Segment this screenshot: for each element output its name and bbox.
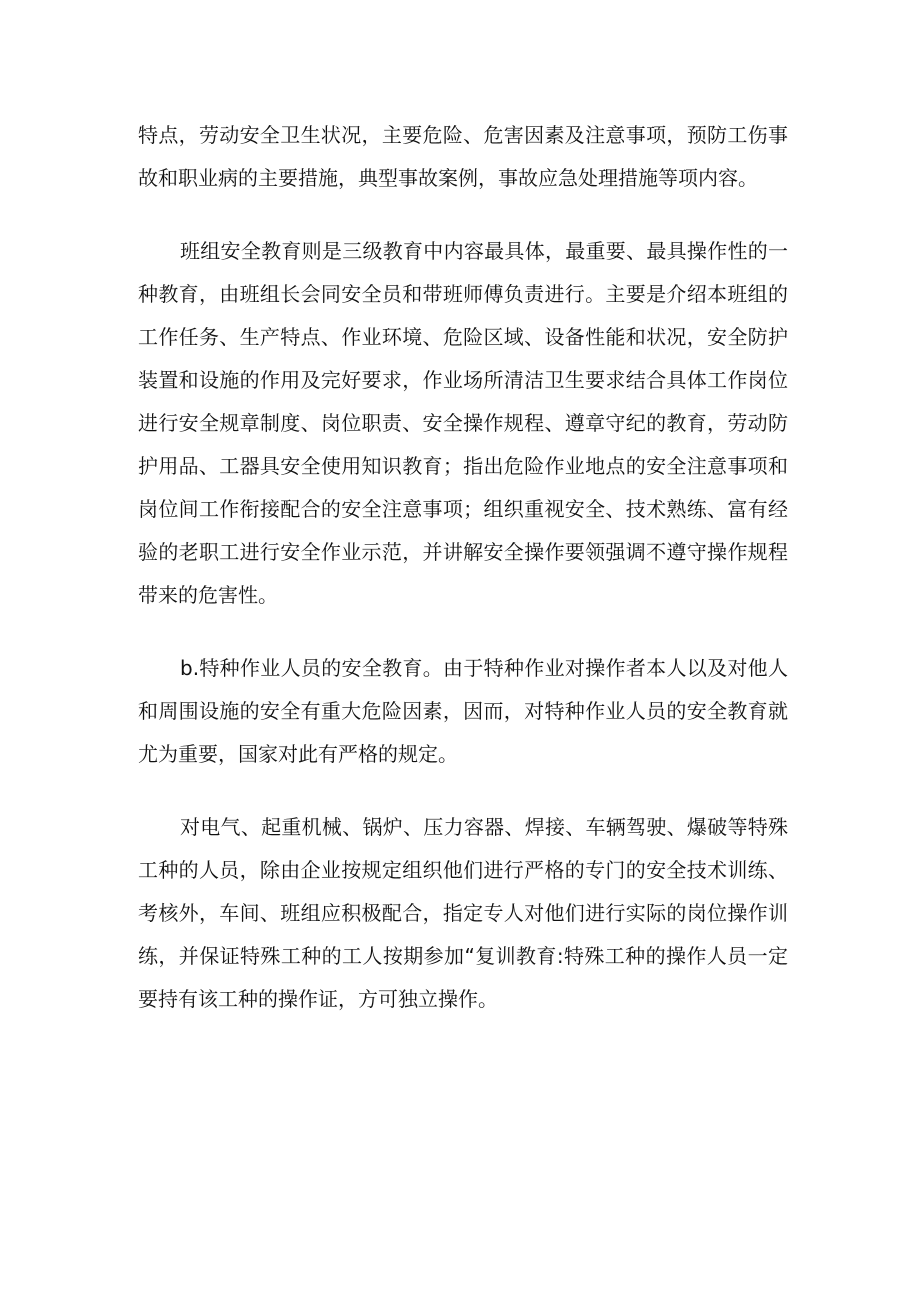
text-line: 和周围设施的安全有重大危险因素，因而，对特种作业人员的安全教育就 bbox=[138, 699, 788, 723]
text-line: 特点，劳动安全卫生状况，主要危险、危害因素及注意事项，预防工伤事 bbox=[138, 123, 788, 147]
paragraph-2 bbox=[138, 230, 788, 617]
text-line: 练，并保证特殊工种的工人按期参加“复训教育:特殊工种的操作人员一定 bbox=[138, 944, 788, 968]
text-line: 进行安全规章制度、岗位职责、安全操作规程、遵章守纪的教育，劳动防 bbox=[138, 411, 788, 435]
body-text bbox=[138, 114, 788, 1041]
text-line: 故和职业病的主要措施，典型事故案例，事故应急处理措施等项内容。 bbox=[138, 166, 758, 190]
text-line: 要持有该工种的操作证，方可独立操作。 bbox=[138, 987, 498, 1011]
text-line: 护用品、工器具安全使用知识教育；指出危险作业地点的安全注意事项和 bbox=[138, 454, 788, 478]
text-line: 验的老职工进行安全作业示范，并讲解安全操作要领强调不遵守操作规程 bbox=[138, 540, 788, 564]
text-line: 工种的人员，除由企业按规定组织他们进行严格的专门的安全技术训练、 bbox=[138, 858, 788, 882]
text-line: 岗位间工作衔接配合的安全注意事项；组织重视安全、技术熟练、富有经 bbox=[138, 497, 788, 521]
text-line: 班组安全教育则是三级教育中内容最具体，最重要、最具操作性的一 bbox=[180, 239, 788, 263]
paragraph-3 bbox=[138, 647, 788, 776]
paragraph-4 bbox=[138, 806, 788, 1021]
paragraph-1 bbox=[138, 114, 788, 200]
text-line: 装置和设施的作用及完好要求，作业场所清洁卫生要求结合具体工作岗位 bbox=[138, 368, 788, 392]
text-line: 考核外，车间、班组应积极配合，指定专人对他们进行实际的岗位操作训 bbox=[138, 901, 788, 925]
text-line: 尤为重要，国家对此有严格的规定。 bbox=[138, 742, 458, 766]
text-line: 带来的危害性。 bbox=[138, 583, 278, 607]
text-line: 对电气、起重机械、锅炉、压力容器、焊接、车辆驾驶、爆破等特殊 bbox=[180, 815, 788, 839]
text-line: 种教育，由班组长会同安全员和带班师傅负责进行。主要是介绍本班组的 bbox=[138, 282, 788, 306]
text-line: 工作任务、生产特点、作业环境、危险区域、设备性能和状况，安全防护 bbox=[138, 325, 788, 349]
text-line: b.特种作业人员的安全教育。由于特种作业对操作者本人以及对他人 bbox=[180, 656, 788, 680]
